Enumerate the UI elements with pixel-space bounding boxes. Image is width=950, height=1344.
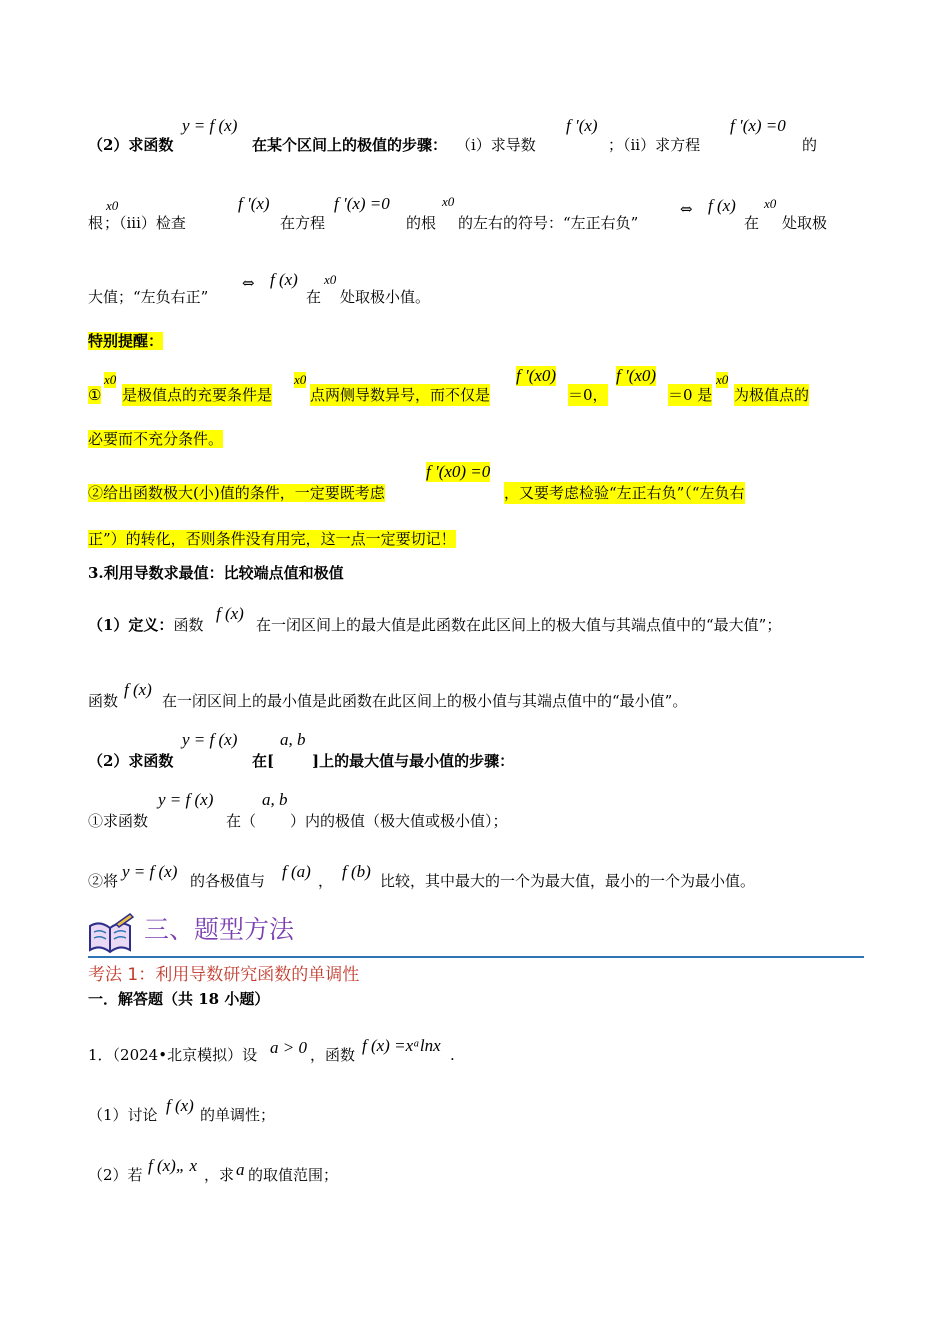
formula-x0: x0 — [294, 372, 307, 387]
formula-fx: f (x) — [270, 270, 298, 289]
iff-symbol: ⇔ — [680, 200, 693, 218]
definition-line1: （1）定义：函数 — [88, 616, 204, 634]
question-2-rest: 的取值范围； — [248, 1166, 339, 1184]
formula-fx: f (x) — [124, 680, 152, 699]
reminder-text-e: ＝0 是 — [668, 386, 713, 404]
formula-y-eq-fx: y = f (x) — [122, 862, 178, 881]
definition-line2: 函数 — [88, 692, 119, 710]
text-zai: 在 — [744, 214, 760, 232]
formula-ab: a, b — [280, 730, 306, 749]
question-2-mid: ，求 — [204, 1166, 235, 1184]
reminder-2-line2: 正”）的转化，否则条件没有用完，这一点一定要切记！ — [88, 530, 456, 548]
definition-2-rest: 在一闭区间上的最小值是此函数在此区间上的极小值与其端点值中的“最小值”。 — [162, 692, 688, 710]
formula-y-eq-fx: y = f (x) — [158, 790, 214, 809]
step1-label: ①求函数 — [88, 812, 149, 830]
formula-fx: f (x) — [166, 1096, 194, 1115]
reminder-2-line1: ②给出函数极大(小)值的条件，一定要既考虑 — [88, 484, 385, 502]
formula-x0: x0 — [106, 198, 119, 213]
section3-title: 3.利用导数求最值：比较端点值和极值 — [88, 564, 344, 582]
formula-x0: x0 — [442, 194, 455, 209]
text-s1: ；（iii）检查 — [104, 214, 186, 232]
formula-fb: f (b) — [342, 862, 371, 881]
text-s3: 的根 — [406, 214, 437, 232]
reminder-text-c: 点两侧导数异号，而不仅是 — [310, 386, 491, 404]
step-bold-rest: 在某个区间上的极值的步骤： — [252, 136, 448, 154]
text-gen: 根 — [88, 214, 104, 232]
reminder-title: 特别提醒： — [88, 332, 164, 350]
text-max: 大值；“左负右正” — [88, 288, 209, 306]
text-s4: 的左右的符号：“左正右负” — [458, 214, 639, 232]
step1-rest: ）内的极值（极大值或极小值）； — [290, 812, 508, 830]
step-s1: （i）求导数 — [456, 136, 536, 154]
question-1: （1）讨论 — [88, 1106, 158, 1124]
steps-label: （2）求函数 — [88, 752, 174, 770]
iff-symbol: ⇔ — [242, 274, 255, 292]
formula-fa: f (a) — [282, 862, 311, 881]
formula-fprime: f ′(x) — [238, 194, 270, 213]
section-heading: 三、题型方法 — [144, 915, 295, 944]
problem-mid: ，函数 — [310, 1046, 356, 1064]
step-paragraph-line1 — [88, 134, 173, 156]
part-heading: 一．解答题（共 18 小题） — [88, 990, 270, 1008]
step2-rest: 比较，其中最大的一个为最大值，最小的一个为最小值。 — [380, 872, 756, 890]
formula-x0: x0 — [104, 372, 117, 387]
steps-bracket-open: 在[ — [252, 752, 275, 770]
formula-a-gt-0: a > 0 — [270, 1038, 307, 1057]
formula-fprime-x0: f ′(x0) — [516, 366, 557, 385]
reminder-2-rest: ，又要考虑检验“左正右负”（“左负右 — [504, 484, 745, 502]
step-de: 的 — [802, 136, 818, 154]
section-divider — [88, 956, 864, 958]
step1-in: 在（ — [226, 812, 257, 830]
question-2: （2）若 — [88, 1166, 143, 1184]
formula-fx-le-x: f (x)„ x — [148, 1156, 198, 1175]
reminder-text-f: 为极值点的 — [734, 386, 810, 404]
formula-x0: x0 — [716, 372, 729, 387]
step-s2: ；（ii）求方程 — [608, 136, 701, 154]
reminder-1-line1 — [88, 384, 101, 406]
formula-fprime-x0: f ′(x0) — [616, 366, 657, 385]
reminder-text-b: 是极值点的充要条件是 — [122, 386, 273, 404]
formula-ab: a, b — [262, 790, 288, 809]
text-zai: 在 — [306, 288, 322, 306]
book-pencil-icon — [86, 912, 134, 956]
formula-fprime-eq0: f ′(x) =0 — [730, 116, 786, 135]
formula-fprime-eq0: f ′(x) =0 — [334, 194, 390, 213]
question-1-rest: 的单调性； — [200, 1106, 276, 1124]
formula-x0: x0 — [764, 196, 777, 211]
formula-fx: f (x) — [708, 196, 736, 215]
step2-label: ②将 — [88, 872, 119, 890]
formula-fprime-x0-eq0: f ′(x0) =0 — [426, 462, 491, 481]
step2-mid: 的各极值与 — [190, 872, 266, 890]
problem-end: . — [450, 1046, 455, 1064]
formula-fx-def: f (x) =xᵃlnx — [362, 1036, 441, 1055]
reminder-text-d: ＝0， — [568, 386, 608, 404]
formula-fx: f (x) — [216, 604, 244, 623]
step-label: （2）求函数 — [88, 136, 174, 154]
formula-fprime: f ′(x) — [566, 116, 598, 135]
text-s5: 处取极 — [782, 214, 828, 232]
reminder-marker: ① — [88, 386, 102, 404]
text-s2: 在方程 — [280, 214, 326, 232]
formula-x0: x0 — [324, 272, 337, 287]
formula-y-eq-fx: y = f (x) — [182, 730, 238, 749]
problem-intro: 1．（2024•北京模拟）设 — [88, 1046, 258, 1064]
method-heading: 考法 1：利用导数研究函数的单调性 — [88, 965, 360, 985]
formula-a: a — [236, 1160, 245, 1179]
definition-rest: 在一闭区间上的最大值是此函数在此区间上的极大值与其端点值中的“最大值”； — [256, 616, 782, 634]
steps-bracket-close: ]上的最大值与最小值的步骤： — [312, 752, 515, 770]
reminder-1-line2: 必要而不充分条件。 — [88, 430, 224, 448]
text-min: 处取极小值。 — [340, 288, 431, 306]
step2-comma: ， — [318, 872, 334, 890]
formula-y-eq-fx: y = f (x) — [182, 116, 238, 135]
